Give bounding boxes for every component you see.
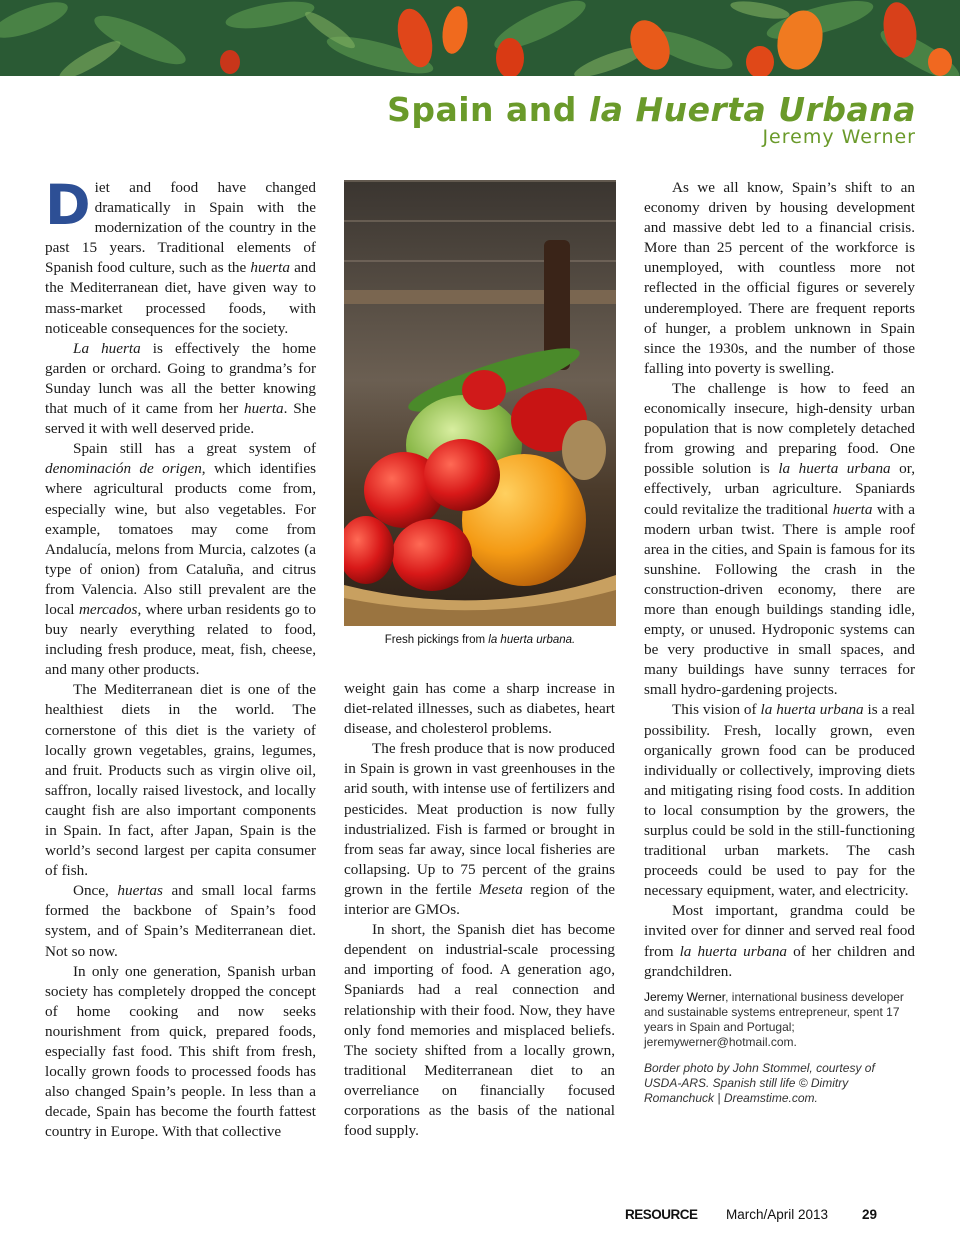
text-run: Spain still has a great system of — [73, 440, 316, 458]
publication-name: RESOURCE — [625, 1207, 698, 1222]
text-run: is a real possibility. Fresh, locally grown, even organically grown food can be produced individually or collectively, improving diets and mitigating rising food costs. In addition to local consumption by the growers, the surplus could be sold in the still-functioning traditional urban markets. The cash proceeds could be used to pay for the necessary equipment, water, and electricity. — [644, 701, 915, 900]
article-title — [387, 90, 916, 130]
paragraph: weight gain has come a sharp increase in diet-related illnesses, such as diabetes, heart disease, and cholesterol problems. — [344, 680, 615, 738]
photo-caption — [344, 634, 616, 646]
paragraph — [644, 700, 915, 901]
photo-credit: Border photo by John Stommel, courtesy of USDA-ARS. Spanish still life © Dimitry Romanchuck | Dreamstime.com. — [644, 1060, 875, 1105]
paragraph: In only one generation, Spanish urban society has completely dropped the concept of home cooking and now seeks nourishment from quick, prepared foods, especially fast food. This shift from fresh, locally grown foods to processed foods has also changed Spain’s people. In less than a decade, Spain has become the fourth fattest country in Europe. With that collective — [45, 962, 316, 1141]
text-run: The challenge is how to feed an economically insecure, high-density urban population that is now completely detached from growing and preparing food. One possible solution is — [644, 379, 915, 478]
text-run: This vision of — [672, 701, 761, 719]
paragraph: In short, the Spanish diet has become dependent on industrial-scale processing and importing of food. A generation ago, Spaniards had a real connection and relationship with their food. Now, they have only fond memories and misplaced beliefs. The society shifted from a locally grown, traditional Mediterranean diet to an overreliance on financially focused corporations as the basis of the national food supply. — [344, 921, 615, 1140]
text-run: is effectively the home garden or orchard. Going to grandma’s for Sunday lunch was all the better knowing that much of it came from her — [45, 339, 317, 418]
author-bio — [644, 990, 915, 1051]
page-number: 29 — [862, 1207, 878, 1222]
text-italic: huerta — [832, 500, 873, 518]
text-run: with a modern urban twist. There is ample roof area in the cities, and Spain is famous for its sunshine. Following the crash in the construction-driven economy, there are more than enough buildings standing idle, empty, or unused. Hydroponic systems can be very productive in small spaces, and many buildings have sunny terraces for small hydro-gardening projects. — [644, 500, 915, 699]
column-2 — [344, 679, 615, 1141]
bio-name: Jeremy Werner — [644, 989, 726, 1004]
text-run: Once, — [73, 882, 118, 900]
text-run: The fresh produce that is now produced in Spain is grown in vast greenhouses in the arid south, with intense use of fertilizers and pesticides. Meat production is now fully industrialized. Fish is farmed or brought in from seas far away, since local fisheries are collapsing. Up to 75 percent of the grains grown in the fertile — [344, 740, 615, 898]
text-italic: huertas — [117, 882, 163, 900]
paragraph — [45, 339, 316, 439]
text-italic: la huerta urbana — [778, 460, 891, 478]
text-italic: huerta — [250, 259, 290, 277]
text-italic: huerta — [243, 400, 284, 418]
paragraph: The Mediterranean diet is one of the healthiest diets in the world. The cornerstone of this diet is the variety of locally grown vegetables, grains, legumes, and fruit. Products such as virgin olive oil, saffron, locally raised livestock, and locally caught fish are also important components in Spain. In fact, after Japan, Spain is the world’s second largest per capita consumer of fish. — [45, 681, 316, 880]
paragraph — [344, 739, 615, 920]
text-run: . She served it with well deserved pride. — [45, 400, 316, 438]
paragraph — [45, 173, 316, 339]
text-run: , which identifies where agricultural products come from, especially wine, but also vegetables. For example, tomatoes may come from Andalucía, melons from Murcia, calzotes (a type of onion) from Cataluña, and citrus from Valencia. Also still prevalent are the local — [45, 460, 316, 618]
text-run: iet and food have changed dramatically in Spain with the modernization of the country in the past 15 years. Traditional elements of Spanish food culture, such as the — [45, 179, 316, 277]
paragraph — [45, 881, 316, 961]
article-header — [387, 90, 916, 148]
text-run: region of the interior are GMOs. — [344, 880, 615, 919]
paragraph — [644, 379, 915, 701]
vegetables-photo — [344, 180, 616, 626]
title-plain: Spain and — [387, 90, 589, 129]
caption-italic: la huerta urbana. — [488, 634, 576, 646]
text-italic: denominación de origen — [45, 460, 202, 478]
bio-text: , international business developer and sustainable systems entrepreneur, spent 17 years in Spain and Portugal; jeremywerner@hotmail.com. — [644, 989, 904, 1050]
text-run: or, effectively, urban agriculture. Spaniards could revitalize the traditional — [644, 460, 915, 518]
issue-date: March/April 2013 — [726, 1207, 829, 1222]
article-author: Jeremy Werner — [762, 126, 916, 148]
header-banner-photo — [0, 0, 960, 76]
text-italic: Meseta — [478, 880, 523, 898]
text-run: of her children and grandchildren. — [644, 942, 915, 980]
text-run: , where urban residents go to buy nearly everything related to food, including fresh produce, meat, fish, cheese, and many other products. — [45, 600, 316, 679]
paragraph: As we all know, Spain’s shift to an economy driven by housing development and massive debt led to a financial crisis. More than 25 percent of the workforce is unemployed, with countless more not reflected in the official figures or severely underemployed. There are frequent reports of hunger, a problem unknown in Spain since the 1930s, and the number of those falling into poverty is swelling. — [644, 179, 915, 377]
column-1 — [45, 173, 317, 1143]
paragraph — [45, 439, 316, 680]
title-italic: la Huerta Urbana — [588, 90, 916, 129]
drop-cap: D — [45, 173, 91, 237]
text-italic: mercados — [78, 600, 138, 618]
paragraph — [644, 901, 915, 981]
column-3 — [644, 178, 915, 1106]
text-run: and the Mediterranean diet, have given way to mass-market processed foods, with noticeable consequences for the society. — [45, 259, 316, 337]
text-run: Most important, grandma could be invited over for dinner and served real food from — [644, 902, 915, 960]
text-italic: la huerta urbana — [679, 942, 788, 960]
text-italic: La huerta — [73, 339, 141, 357]
text-italic: la huerta urbana — [760, 701, 864, 719]
caption-text: Fresh pickings from — [384, 634, 489, 646]
text-run: and small local farms formed the backbone of Spain’s food system, and of Spain’s Mediterranean diet. Not so now. — [45, 882, 316, 960]
